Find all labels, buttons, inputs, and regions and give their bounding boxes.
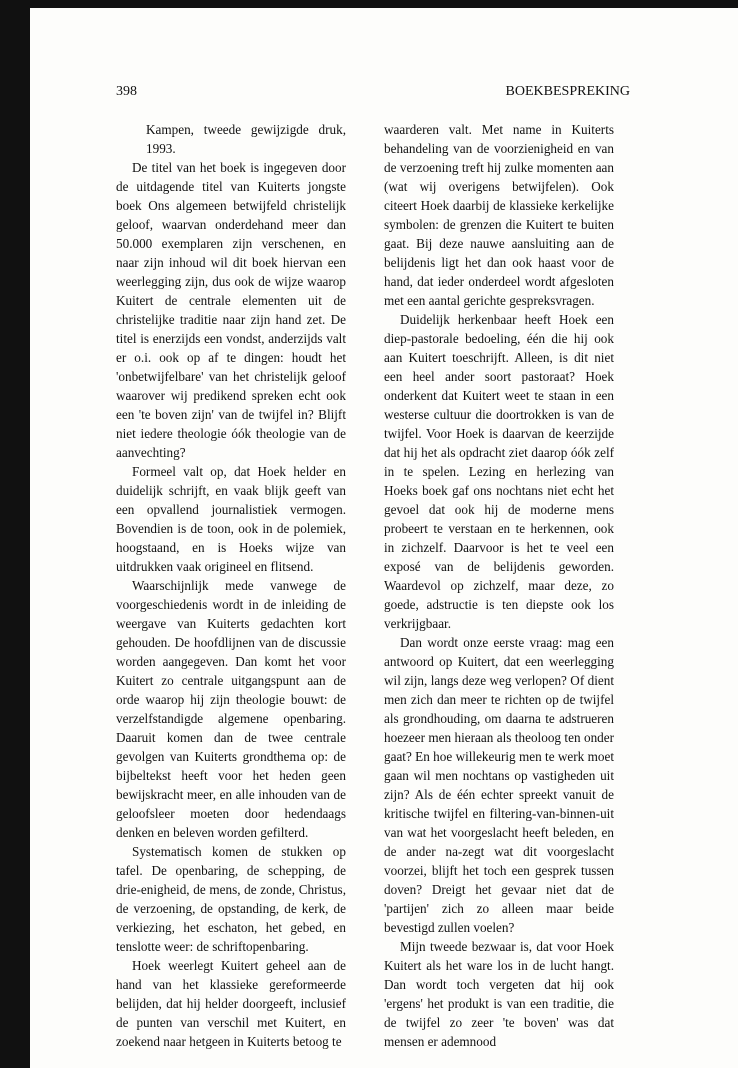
paragraph: Waarschijnlijk mede vanwege de voorgeschiedenis wordt in de inleiding de weergave van Kuiterts gedachten kort gehouden. De hoofdlijnen van de discussie worden aangegeven. Dan komt het voor Kuitert zo centrale uitgangspunt aan de orde waarop hij zijn theologie bouwt: de verzelfstandigde algemene openbaring. Daaruit komen dan de twee centrale gevolgen van Kuiterts grondthema op: de bijbeltekst heeft voor het heden geen bewijskracht meer, en alle inhouden van de geloofsleer moeten door hedendaags denken en beleven worden gefilterd. <box>116 578 346 840</box>
paragraph: waarderen valt. Met name in Kuiterts behandeling van de voorzienigheid en van de verzoening treft hij zulke momenten aan (wat wij overigens betwijfelen). Ook citeert Hoek daarbij de klassieke kerkelijke symbolen: de grenzen die Kuitert te buiten gaat. Bij deze nauwe aansluiting aan de belijdenis ligt het dan ook haast voor de hand, dat ieder onderdeel wordt afgesloten met een aantal gerichte gespreksvragen. <box>384 122 614 308</box>
paragraph: Kampen, tweede gewijzigde druk, 1993. <box>146 122 346 156</box>
scan-border-top <box>0 0 738 8</box>
paragraph: Hoek weerlegt Kuitert geheel aan de hand van het klassieke gereformeerde belijden, dat hij helder doorgeeft, inclusief de punten van verschil met Kuitert, en zoekend naar hetgeen in Kuiterts betoog te <box>116 958 346 1049</box>
page-number: 398 <box>116 84 137 99</box>
section-title: BOEKBESPREKING <box>505 84 630 99</box>
paragraph: Mijn tweede bezwaar is, dat voor Hoek Kuitert als het ware los in de lucht hangt. Dan wordt toch vergeten dat hij ook 'ergens' het produkt is van een traditie, die de twijfel zo zeer 'te boven' was dat mensen er ademnood <box>384 939 614 1049</box>
right-column <box>384 120 614 1051</box>
paragraph: Duidelijk herkenbaar heeft Hoek een diep-pastorale bedoeling, één die hij ook aan Kuitert toeschrijft. Alleen, is dit niet een heel ander soort pastoraat? Hoek onderkent dat Kuitert weet te staan in een westerse cultuur die doortrokken is van de twijfel. Voor Hoek is daarvan de keerzijde dat hij het als opdracht ziet daarop óók zelf in te spelen. Lezing en herlezing van Hoeks boek gaf ons nochtans niet echt het gevoel dat ook hij de moderne mens probeert te verstaan en te herkennen, ook in zichzelf. Daarvoor is het te veel een exposé van de belijdenis geworden. Waardevol op zichzelf, maar deze, zo goede, adstructie is ten diepste ook los verkrijgbaar. <box>384 312 614 631</box>
paragraph: Formeel valt op, dat Hoek helder en duidelijk schrijft, en vaak blijk geeft van een opvallend journalistiek vermogen. Bovendien is de toon, ook in de polemiek, hoogstaand, en is Hoeks wijze van uitdrukken vaak origineel en flitsend. <box>116 464 346 574</box>
paragraph: Dan wordt onze eerste vraag: mag een antwoord op Kuitert, dat een weerlegging wil zijn, langs deze weg verlopen? Of dient men zich dan meer te richten op de twijfel als grondhouding, om daarna te adstrueren hoezeer men hieraan als theoloog ten onder gaat? En hoe willekeurig men te werk moet gaan wil men nochtans op vastigheden uit zijn? Als de één echter spreekt vanuit de kritische twijfel en filtering-van-binnen-uit van wat het voorgeslacht heeft beleden, en de ander na-zegt wat dit voorgeslacht voorzei, blijft het toch een gesprek tussen doven? Dreigt het gevaar niet dat de 'partijen' zich zo alleen maar beide bevestigd zullen voelen? <box>384 635 614 935</box>
left-column <box>116 120 346 1051</box>
running-head <box>116 84 630 100</box>
scan-border-left <box>0 0 30 1068</box>
paragraph: De titel van het boek is ingegeven door de uitdagende titel van Kuiterts jongste boek Ons algemeen betwijfeld christelijk geloof, waarvan onderdehand meer dan 50.000 exemplaren zijn verschenen, en naar zijn inhoud wil dit boek hiervan een weerlegging zijn, dus ook de wijze waarop Kuitert de centrale elementen uit de christelijke traditie naar zijn hand zet. De titel is enerzijds een vondst, anderzijds valt er o.i. ook op af te dingen: houdt het 'onbetwijfelbare' van het christelijk geloof waarover wij predikend spreken echt ook een 'te boven zijn' van de twijfel in? Blijft niet iedere theologie óók theologie van de aanvechting? <box>116 160 346 460</box>
paragraph: Systematisch komen de stukken op tafel. De openbaring, de schepping, de drie-enigheid, de mens, de zonde, Christus, de verzoening, de opstanding, de kerk, de verkiezing, het eschaton, het gebed, en tenslotte weer: de schriftopenbaring. <box>116 844 346 954</box>
